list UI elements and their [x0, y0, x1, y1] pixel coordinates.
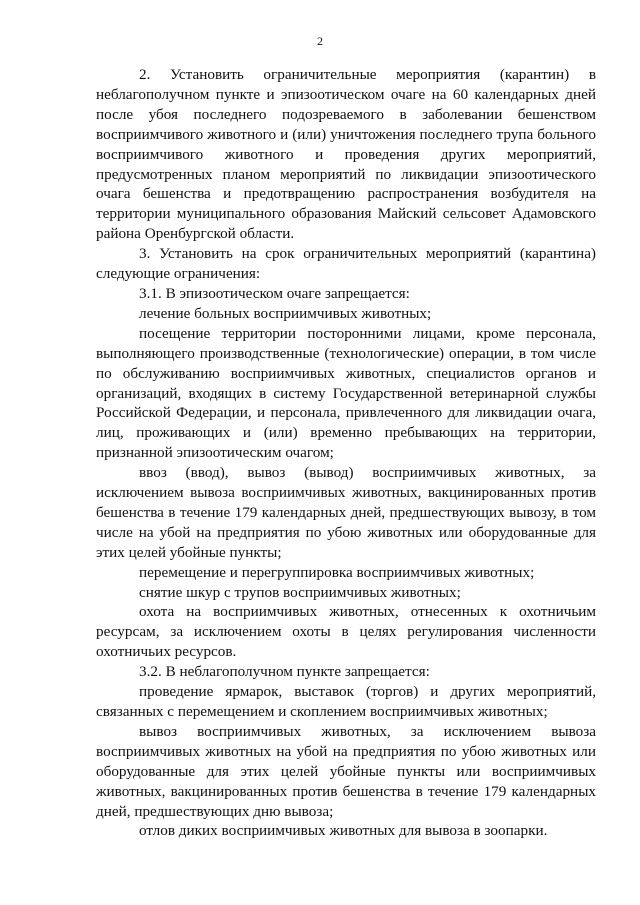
paragraph-focus-item-treatment: лечение больных восприимчивых животных;	[139, 304, 432, 322]
paragraph-restrictions-intro: 3. Установить на срок ограничительных мероприятий (карантина) следующие ограничения:	[96, 245, 596, 283]
paragraph-locality-item-capture: отлов диких восприимчивых животных для вывоза в зоопарки.	[139, 822, 548, 840]
paragraph-focus-item-hunting: охота на восприимчивых животных, отнесенных к охотничьим ресурсам, за исключением охоты в целях регулирования численности охотничьих ресурсов.	[96, 603, 596, 661]
paragraph-focus-item-skinning: снятие шкур с трупов восприимчивых животных;	[139, 583, 461, 601]
paragraph-locality-heading: 3.2. В неблагополучном пункте запрещается:	[139, 663, 430, 681]
paragraph-focus-item-regrouping: перемещение и перегруппировка восприимчивых животных;	[139, 563, 535, 581]
document-body	[96, 65, 596, 841]
paragraph-locality-item-fairs: проведение ярмарок, выставок (торгов) и других мероприятий, связанных с перемещением и скоплением восприимчивых животных;	[96, 683, 596, 720]
paragraph-focus-item-transport: ввоз (ввод), вывоз (вывод) восприимчивых животных, за исключением вывоза восприимчивых животных, вакцинированных против бешенства в течение 179 календарных дней, предшествующих вывозу, в том числе на убой на предприятия по убою животных или оборудованные для этих целей убойные пункты;	[96, 464, 596, 561]
paragraph-focus-heading: 3.1. В эпизоотическом очаге запрещается:	[139, 284, 410, 302]
paragraph-focus-item-visits: посещение территории посторонними лицами, кроме персонала, выполняющего производственные (технологические) операции, в том числе по обслуживанию восприимчивых животных, специалистов органов и организаций, входящих в систему Государственной ветеринарной службы Российской Федерации, и персонала, привлеченного для ликвидации очага, лиц, проживающих и (или) временно пребывающих на территории, признанной эпизоотическим очагом;	[96, 324, 596, 462]
paragraph-quarantine-establishment: 2. Установить ограничительные мероприятия (карантин) в неблагополучном пункте и эпизоотическом очаге на 60 календарных дней после убоя последнего подозреваемого в заболевании бешенством восприимчивого животного и (или) уничтожения последнего трупа больного восприимчивого животного и проведения других мероприятий, предусмотренных планом мероприятий по ликвидации эпизоотического очага бешенства и предотвращению распространения возбудителя на территории муниципального образования Майский сельсовет Адамовского района Оренбургской области.	[96, 66, 596, 243]
paragraph-locality-item-export: вывоз восприимчивых животных, за исключением вывоза восприимчивых животных на убой на предприятия по убою животных или оборудованные для этих целей убойные пункты или восприимчивых животных, вакцинированных против бешенства в течение 179 календарных дней, предшествующих дню вывоза;	[96, 722, 596, 820]
page-number: 2	[317, 34, 323, 48]
